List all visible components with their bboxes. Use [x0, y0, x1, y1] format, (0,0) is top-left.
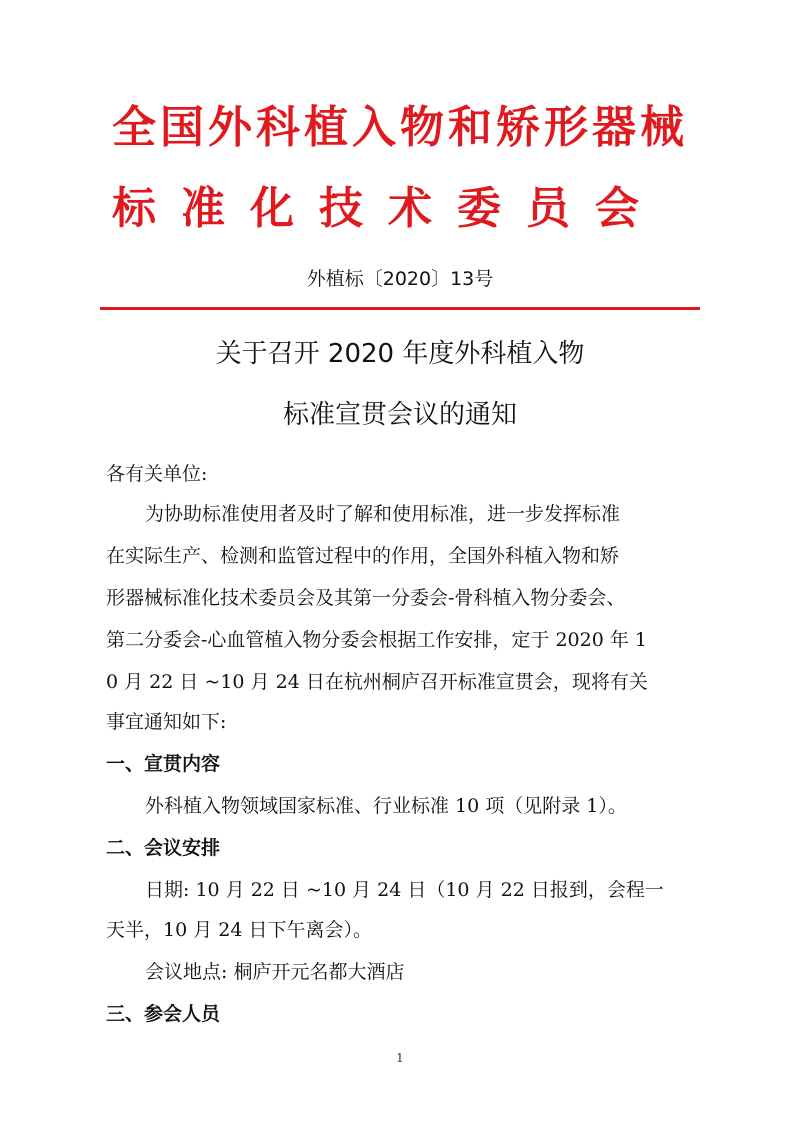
notice-title-line-1: 关于召开 2020 年度外科植入物	[215, 339, 585, 369]
section-heading-2: 二、会议安排	[106, 837, 221, 859]
notice-title-line-2: 标准宣贯会议的通知	[282, 400, 517, 430]
page-number: 1	[396, 1051, 404, 1065]
section-2-line-2: 天半，10 月 24 日下午离会）。	[106, 919, 372, 941]
section-heading-1: 一、宣贯内容	[106, 753, 221, 775]
organization-name-line-1: 全国外科植入物和矫形器械	[112, 102, 688, 153]
section-1-line-1: 外科植入物领域国家标准、行业标准 10 项（见附录 1）。	[145, 795, 627, 817]
intro-line-4: 第二分委会-心血管植入物分委会根据工作安排，定于 2020 年 1	[106, 629, 647, 651]
red-divider-rule	[100, 307, 700, 310]
intro-line-3: 形器械标准化技术委员会及其第一分委会-骨科植入物分委会、	[106, 587, 626, 609]
intro-line-2: 在实际生产、检测和监管过程中的作用，全国外科植入物和矫	[106, 545, 620, 567]
intro-line-6: 事宜通知如下:	[106, 711, 227, 733]
document-number: 外植标〔2020〕13号	[306, 268, 494, 290]
intro-line-1: 为协助标准使用者及时了解和使用标准，进一步发挥标准	[145, 503, 621, 525]
salutation: 各有关单位:	[106, 463, 208, 485]
section-2-line-1: 日期: 10 月 22 日 ~10 月 24 日（10 月 22 日报到，会程一	[145, 879, 664, 901]
section-heading-3: 三、参会人员	[106, 1003, 221, 1025]
intro-line-5: 0 月 22 日 ~10 月 24 日在杭州桐庐召开标准宣贯会，现将有关	[106, 671, 648, 693]
organization-name-line-2: 标准化技术委员会	[112, 183, 664, 234]
section-2-line-3: 会议地点: 桐庐开元名都大酒店	[145, 961, 405, 983]
